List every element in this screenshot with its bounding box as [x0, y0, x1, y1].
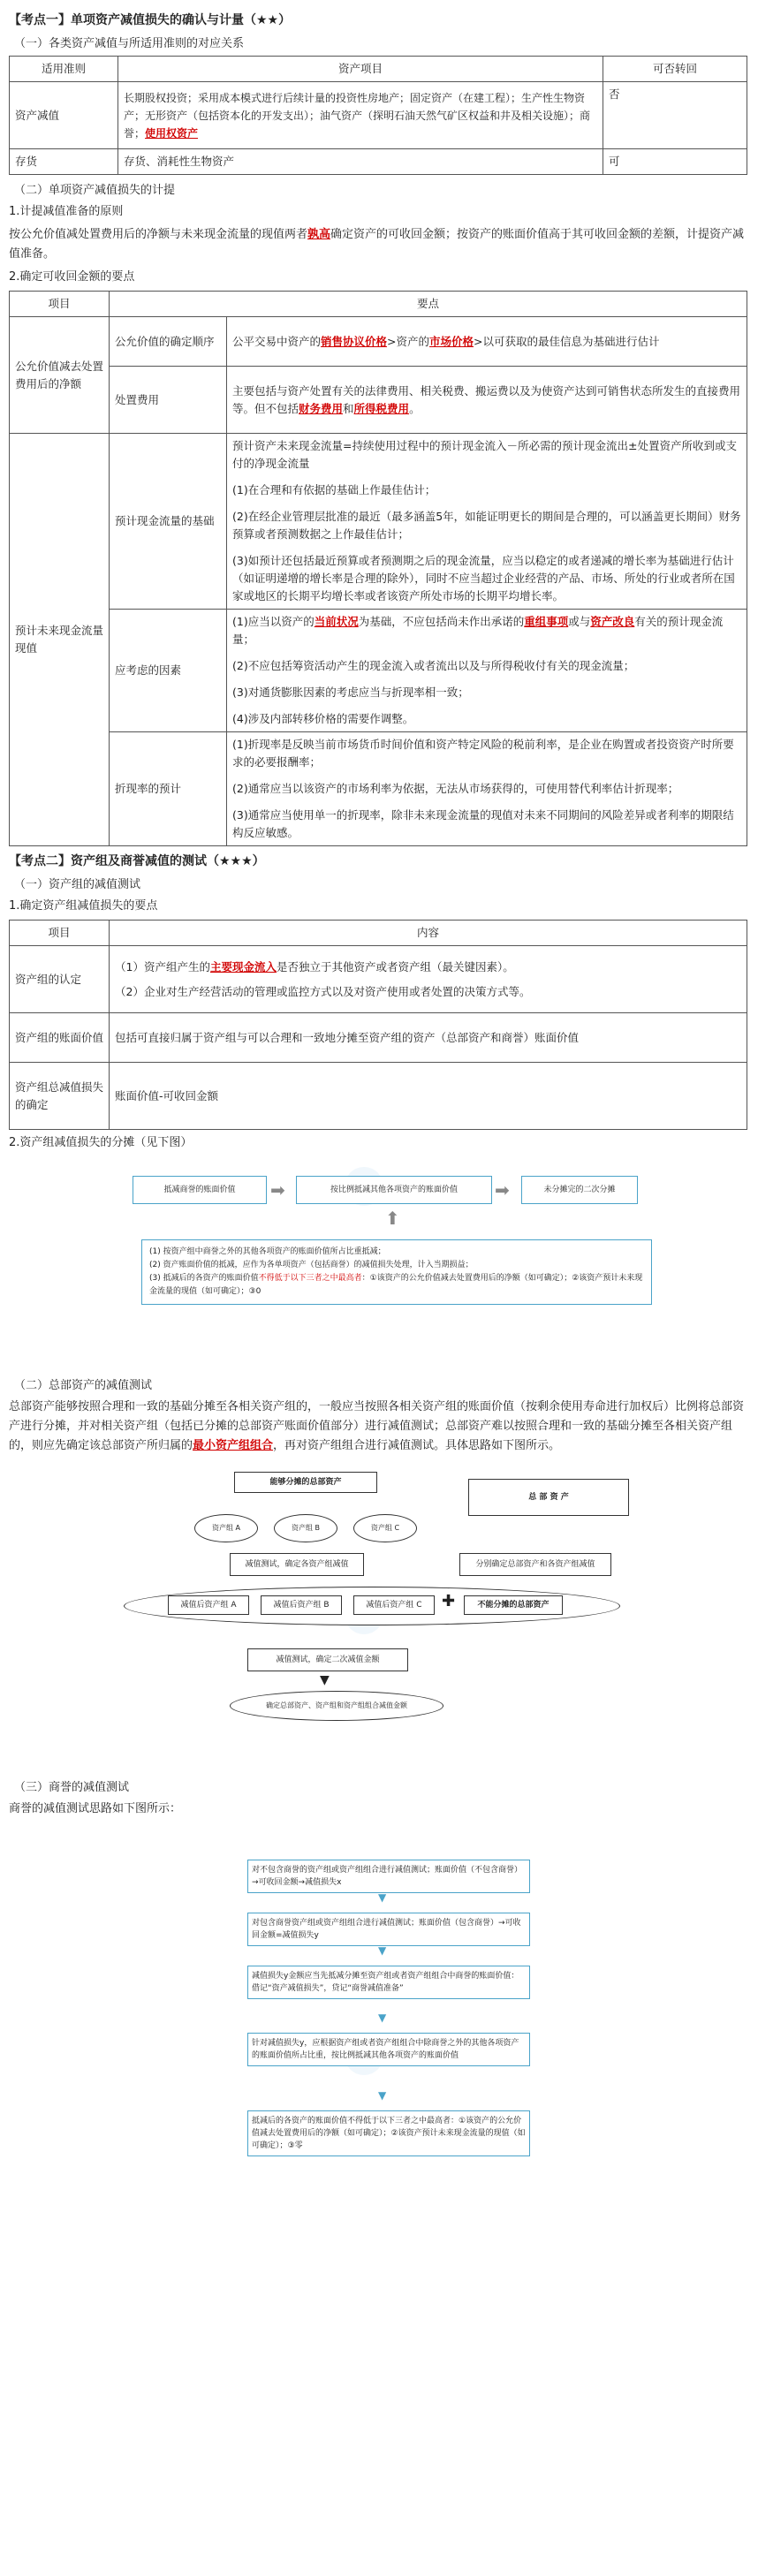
s3-text: 商誉的减值测试思路如下图所示：: [9, 1802, 182, 1815]
t1-r1-c2: 长期股权投资；采用成本模式进行后续计量的投资性房地产；固定资产（在建工程）；生产性生物资产；无形资产（包括资本化的开发支出）；油气资产（探明石油天然气矿区权益和井及相关设施）；商誉；使用权资产: [118, 82, 603, 149]
arrow-right-icon: ➡: [270, 1179, 285, 1201]
fv-order-label: 公允价值的确定顺序: [110, 317, 227, 367]
f2-final: 确定总部资产、资产组和资产组组合减值金额: [230, 1691, 443, 1721]
f2-rb: 减值后资产组 B: [261, 1595, 342, 1615]
f2-ga: 资产组 A: [194, 1514, 258, 1542]
t3-r2: 包括可直接归属于资产组与可以合理和一致地分摊至资产组的资产（总部资产和商誉）账面价值: [110, 1013, 747, 1063]
f3-step2: 对包含商誉资产组或资产组组合进行减值测试；账面价值（包含商誉）→可收回金额=减值损失y: [247, 1913, 530, 1946]
arrow-down-icon: ▼: [378, 1891, 387, 1904]
f1-box3: 未分摊完的二次分摊: [521, 1176, 638, 1204]
disc-text: (1)折现率是反映当前市场货币时间价值和资产特定风险的税前利率，是企业在购置或者投资资产时所要求的必要报酬率； (2)通常应当以该资产的市场利率为依据，无法从市场获得的，可使用替代利率估计折现率； (3)通常应当使用单一的折现率，除非未来现金流量的现值对未来不同期间的风险差异或者利率的期限结构反应敏感。: [227, 732, 747, 846]
kp2-s2: （二）总部资产的减值测试: [14, 1379, 153, 1392]
f2-test2: 减值测试，确定二次减值金额: [247, 1648, 408, 1671]
kp2-title: 【考点二】资产组及商誉减值的测试（★★★）: [9, 854, 265, 868]
t1-r1-c1: 资产减值: [10, 82, 118, 149]
pv-label: 预计未来现金流量现值: [10, 434, 110, 846]
p1-title: 1.计提减值准备的原则: [9, 205, 124, 218]
t3-r2-label: 资产组的账面价值: [10, 1013, 110, 1063]
t3-r1-label: 资产组的认定: [10, 946, 110, 1013]
f2-nd: 不能分摊的总部资产: [464, 1595, 563, 1615]
f2-rc: 减值后资产组 C: [353, 1595, 435, 1615]
f1-notes: (1) 按资产组中商誉之外的其他各项资产的账面价值所占比重抵减； (2) 资产账面价值的抵减，应作为各单项资产（包括商誉）的减值损失处理，计入当期损益； (3) 抵减后的各资产的账面价值不得低于以下三者之中最高者：①该资产的公允价值减去处置费用后的净额（如可确定）；②该资产预计未来现金流量的现值（如可确定）；③0: [141, 1239, 652, 1305]
s2-text: 总部资产能够按照合理和一致的基础分摊至各相关资产组的，一般应当按照各相关资产组的账面价值（按剩余使用寿命进行加权后）比例将总部资产进行分摊，并对相关资产组（包括已分摊的总部资产账面价值部分）进行减值测试；总部资产难以按照合理和一致的基础分摊至各相关资产组的，则应先确定该总部资产所归属的最小资产组组合，再对资产组组合进行减值测试。具体思路如下图所示。: [9, 1400, 745, 1452]
plus-icon: ✚: [442, 1592, 456, 1610]
t3-r1: （1）资产组产生的主要现金流入是否独立于其他资产或者资产组（最关键因素）。 （2）企业对生产经营活动的管理或监控方式以及对资产使用或者处置的决策方式等。: [110, 946, 747, 1013]
f2-test: 减值测试，确定各资产组减值: [230, 1553, 364, 1576]
t1-r1-c3: 否: [603, 82, 747, 149]
t3-head-1: 内容: [110, 921, 747, 946]
f2-ra: 减值后资产组 A: [168, 1595, 249, 1615]
arrow-down-icon: ▼: [378, 1944, 387, 1957]
t1-head-1: 资产项目: [118, 57, 603, 82]
f2-gb: 资产组 B: [274, 1514, 337, 1542]
kp2-p1: 1.确定资产组减值损失的要点: [9, 899, 158, 913]
kp2-s3: （三）商誉的减值测试: [14, 1781, 130, 1794]
recoverable-amount-table: [9, 291, 747, 846]
kp1-s2: （二）单项资产减值损失的计提: [14, 184, 176, 197]
hq-figure: [9, 1463, 749, 1772]
t1-head-0: 适用准则: [10, 57, 118, 82]
arrow-down-icon: ▼: [320, 1673, 330, 1687]
t3-head-0: 项目: [10, 921, 110, 946]
arrow-down-icon: ▼: [378, 2012, 387, 2024]
kp1-s1: （一）各类资产减值与所适用准则的对应关系: [14, 37, 245, 50]
cf-text: 预计资产未来现金流量=持续使用过程中的预计现金流入－所必需的预计现金流出±处置资产所收到或支付的净现金流量 (1)在合理和有依据的基础上作最佳估计； (2)在经企业管理层批准的最近（最多涵盖5年，如能证明更长的期间是合理的，可以涵盖更长期间）财务预算或者预测数据之上作最佳估计； (3)如预计还包括最近预算或者预测期之后的现金流量，应当以稳定的或者递减的增长率为基础进行估计（如证明递增的增长率是合理的除外），同时不应当超过企业经营的产品、市场、所处的行业或者所在国家或地区的长期平均增长率或者该资产所处市场的长期平均增长率。: [227, 434, 747, 610]
t3-r3: 账面价值-可收回金额: [110, 1063, 747, 1130]
t1-r2-c2: 存货、消耗性生物资产: [118, 149, 603, 175]
arrow-right-icon: ➡: [495, 1179, 510, 1201]
t3-r3-label: 资产组总减值损失的确定: [10, 1063, 110, 1130]
p1-text: 按公允价值减处置费用后的净额与未来现金流量的现值两者孰高确定资产的可收回金额；按资产的账面价值高于其可收回金额的差额，计提资产减值准备。: [9, 228, 745, 261]
fac-text: (1)应当以资产的当前状况为基础，不应包括尚未作出承诺的重组事项或与资产改良有关的预计现金流量； (2)不应包括筹资活动产生的现金流入或者流出以及与所得税收付有关的现金流量； (3)对通货膨胀因素的考虑应当与折现率相一致； (4)涉及内部转移价格的需要作调整。: [227, 610, 747, 732]
f1-box1: 抵减商誉的账面价值: [133, 1176, 267, 1204]
f2-combo: 分别确定总部资产和各资产组减值: [459, 1553, 611, 1576]
t1-head-2: 可否转回: [603, 57, 747, 82]
fee-text: 主要包括与资产处置有关的法律费用、相关税费、搬运费以及为使资产达到可销售状态所发生的直接费用等。但不包括财务费用和所得税费用。: [227, 367, 747, 434]
arrow-down-icon: ▼: [378, 2089, 387, 2102]
t1-r2-c1: 存货: [10, 149, 118, 175]
fac-label: 应考虑的因素: [110, 610, 227, 732]
f3-step3: 减值损失y金额应当先抵减分摊至资产组或者资产组组合中商誉的账面价值：借记“资产减值损失”，贷记“商誉减值准备”: [247, 1966, 530, 1999]
t2-head-1: 要点: [110, 292, 747, 317]
f3-step1: 对不包含商誉的资产组或资产组组合进行减值测试；账面价值（不包含商誉）→可收回金额→减值损失x: [247, 1860, 530, 1893]
f1-box2: 按比例抵减其他各项资产的账面价值: [296, 1176, 492, 1204]
t2-head-0: 项目: [10, 292, 110, 317]
allocation-figure: [9, 1158, 749, 1370]
f3-step5: 抵减后的各资产的账面价值不得低于以下三者之中最高者：①该资产的公允价值减去处置费用后的净额（如可确定）；②该资产预计未来现金流量的现值（如可确定）；③零: [247, 2110, 530, 2156]
t1-r2-c3: 可: [603, 149, 747, 175]
standards-table: [9, 56, 747, 175]
asset-group-table: [9, 920, 747, 1130]
f2-top: 能够分摊的总部资产: [234, 1472, 377, 1493]
f2-hq: 总 部 资 产: [468, 1479, 629, 1516]
kp1-title: 【考点一】单项资产减值损失的确认与计量（★★）: [9, 13, 292, 27]
arrow-up-icon: ⬆: [385, 1208, 400, 1229]
fv-label: 公允价值减去处置费用后的净额: [10, 317, 110, 434]
fv-order: 公平交易中资产的销售协议价格>资产的市场价格>以可获取的最佳信息为基础进行估计: [227, 317, 747, 367]
kp2-p2: 2.资产组减值损失的分摊（见下图）: [9, 1136, 193, 1149]
f3-step4: 针对减值损失y，应根据资产组或者资产组组合中除商誉之外的其他各项资产的账面价值所占比重，按比例抵减其他各项资产的账面价值: [247, 2033, 530, 2066]
fee-label: 处置费用: [110, 367, 227, 434]
goodwill-figure: [9, 1824, 749, 2284]
kp2-s1: （一）资产组的减值测试: [14, 878, 141, 891]
p2-title: 2.确定可收回金额的要点: [9, 270, 135, 284]
cf-label: 预计现金流量的基础: [110, 434, 227, 610]
disc-label: 折现率的预计: [110, 732, 227, 846]
f2-gc: 资产组 C: [353, 1514, 417, 1542]
